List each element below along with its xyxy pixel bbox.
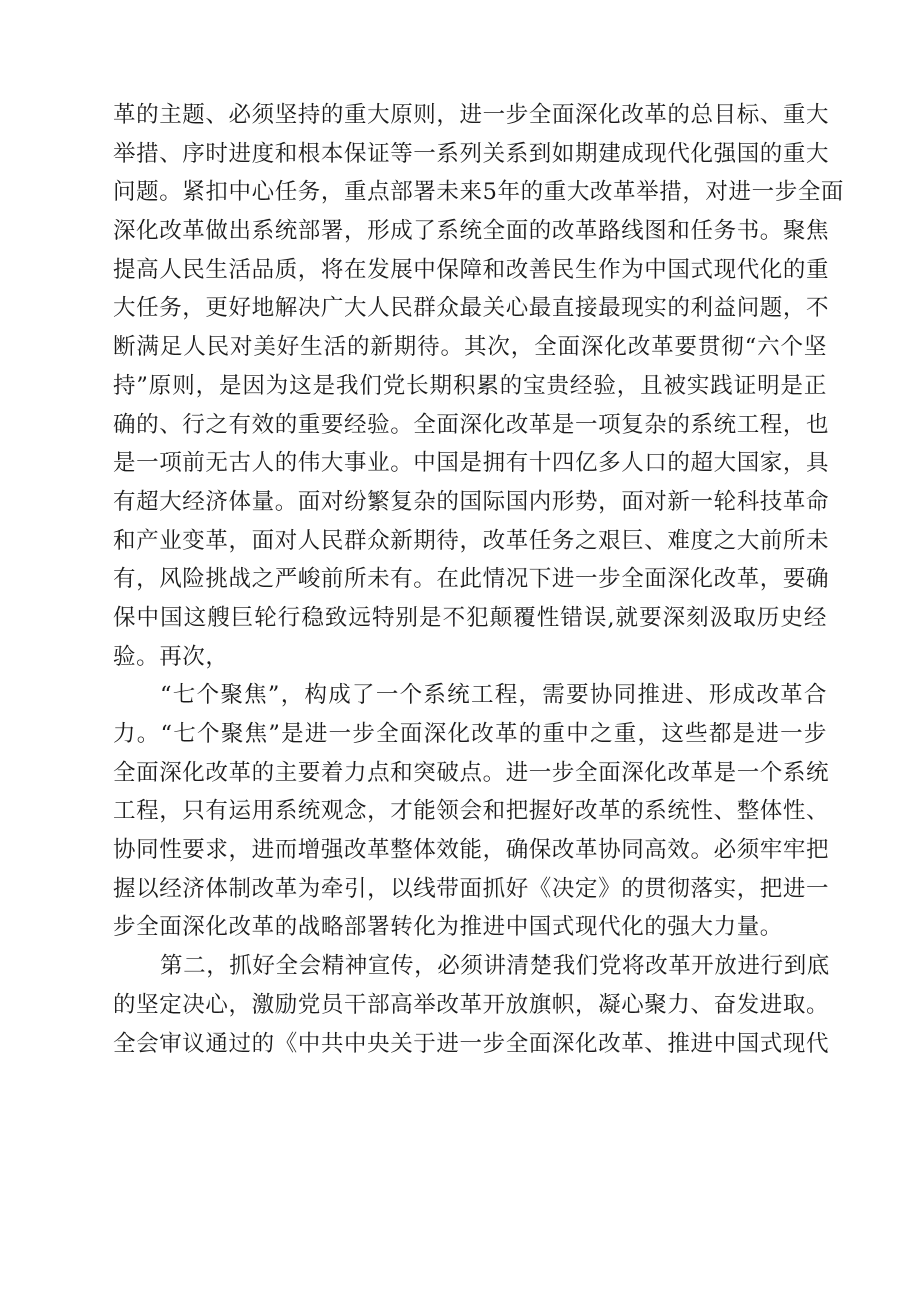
- text-line: 深化改革做出系统部署，形成了系统全面的改革路线图和任务书。聚焦: [113, 218, 830, 245]
- paragraph-start-line: “七个聚焦”，构成了一个系统工程，需要协同推进、形成改革合: [160, 682, 827, 709]
- text-line: 确的、行之有效的重要经验。全面深化改革是一项复杂的系统工程，也: [113, 411, 830, 438]
- text-line: 有超大经济体量。面对纷繁复杂的国际国内形势，面对新一轮科技革命: [113, 488, 830, 515]
- text-line: 和产业变革，面对人民群众新期待，改革任务之艰巨、难度之大前所未: [113, 527, 830, 554]
- text-line: 握以经济体制改革为牵引，以线带面抓好《决定》的贯彻落实，把进一: [113, 875, 830, 902]
- text-line: 协同性要求，进而增强改革整体效能，确保改革协同高效。必须牢牢把: [113, 837, 830, 864]
- document-body: [113, 96, 845, 1063]
- paragraph-start-line: 第二，抓好全会精神宣传，必须讲清楚我们党将改革开放进行到底: [160, 953, 830, 980]
- text-line: 问题。紧扣中心任务，重点部署未来5年的重大改革举措，对进一步全面: [113, 179, 845, 206]
- text-line: 是一项前无古人的伟大事业。中国是拥有十四亿多人口的超大国家，具: [113, 450, 830, 477]
- text-line: 全会审议通过的《中共中央关于进一步全面深化改革、推进中国式现代: [113, 1030, 830, 1057]
- text-line: 大任务，更好地解决广大人民群众最关心最直接最现实的利益问题，不: [113, 295, 830, 322]
- text-line: 举措、序时进度和根本保证等一系列关系到如期建成现代化强国的重大: [113, 140, 830, 167]
- text-line: 保中国这艘巨轮行稳致远特别是不犯颠覆性错误,就要深刻汲取历史经: [113, 604, 827, 631]
- text-line: 持”原则，是因为这是我们党长期积累的宝贵经验，且被实践证明是正: [113, 372, 827, 399]
- text-line: 步全面深化改革的战略部署转化为推进中国式现代化的强大力量。: [113, 914, 783, 941]
- text-line: 验。再次，: [113, 643, 229, 670]
- text-line: 提高人民生活品质，将在发展中保障和改善民生作为中国式现代化的重: [113, 256, 830, 283]
- text-line: 的坚定决心，激励党员干部高举改革开放旗帜，凝心聚力、奋发进取。: [113, 991, 830, 1018]
- text-line: 全面深化改革的主要着力点和突破点。进一步全面深化改革是一个系统: [113, 759, 830, 786]
- text-line: 有，风险挑战之严峻前所未有。在此情况下进一步全面深化改革，要确: [113, 566, 830, 593]
- text-line: 工程，只有运用系统观念，才能领会和把握好改革的系统性、整体性、: [113, 798, 830, 825]
- text-line: 断满足人民对美好生活的新期待。其次，全面深化改革要贯彻“六个坚: [113, 334, 827, 361]
- text-line: 革的主题、必须坚持的重大原则，进一步全面深化改革的总目标、重大: [113, 102, 830, 128]
- text-line: 力。“七个聚焦”是进一步全面深化改革的重中之重，这些都是进一步: [113, 721, 827, 747]
